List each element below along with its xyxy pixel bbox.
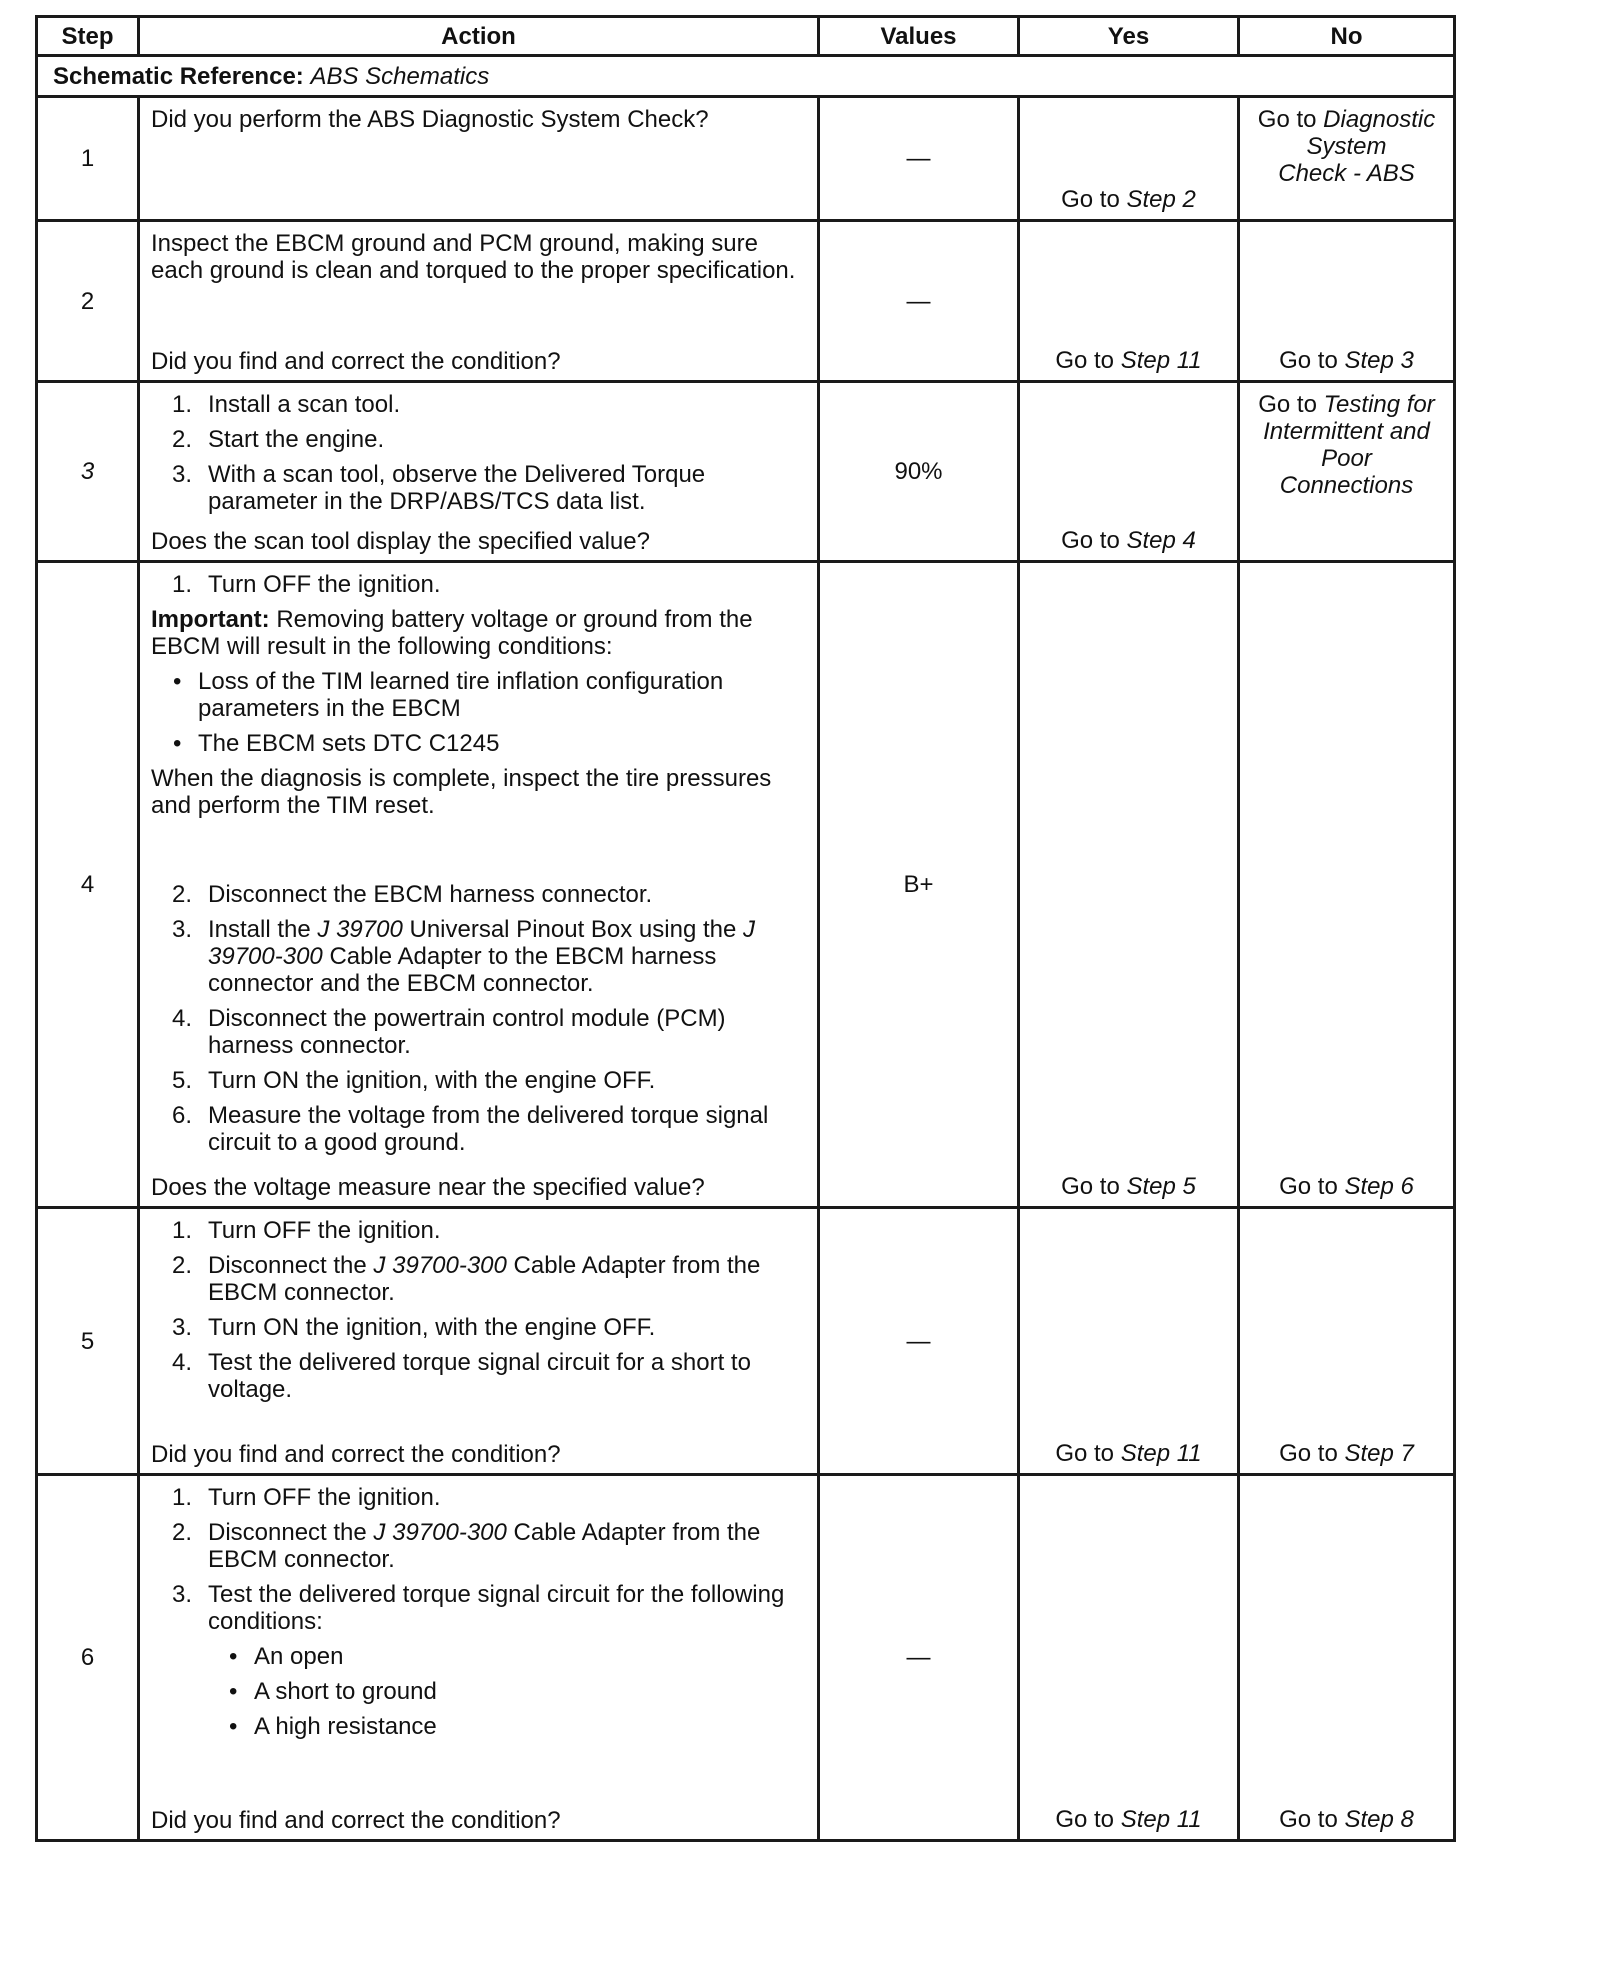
- action-step: 2. Disconnect the J 39700-300 Cable Adapter from the EBCM connector.: [172, 1252, 761, 1306]
- table-row: [37, 1208, 1455, 1475]
- action-step: 2. Disconnect the J 39700-300 Cable Adapter from the EBCM connector.: [172, 1519, 761, 1573]
- action-step: 2. Start the engine.: [172, 426, 385, 453]
- value-cell: —: [819, 97, 1019, 221]
- tool-name: J 39700-300: [373, 1519, 507, 1546]
- yes-link: Step 11: [1120, 1440, 1202, 1467]
- yes-cell: Go to Step 2: [1019, 97, 1239, 221]
- action-cell: [139, 562, 819, 1208]
- bullet-item: • An open: [229, 1643, 344, 1670]
- schematic-reference-row: [37, 56, 1455, 97]
- table-row: [37, 1475, 1455, 1841]
- action-step: 2. Disconnect the EBCM harness connector.: [172, 881, 653, 908]
- yes-link: Step 11: [1120, 347, 1202, 374]
- bullet-item: • A high resistance: [229, 1713, 437, 1740]
- action-step: 6. Measure the voltage from the delivered torque signal circuit to a good ground.: [172, 1102, 769, 1156]
- no-link: Diagnostic: [1323, 106, 1436, 133]
- header-row: [37, 17, 1455, 56]
- yes-cell: Go to Step 11: [1019, 221, 1239, 382]
- step-number: 5: [37, 1208, 139, 1475]
- bullet-item: • The EBCM sets DTC C1245: [173, 730, 500, 757]
- value-cell: B+: [819, 562, 1019, 1208]
- action-step: 1. Turn OFF the ignition.: [172, 571, 441, 598]
- action-step: 3. With a scan tool, observe the Delivered Torque parameter in the DRP/ABS/TCS data list.: [172, 461, 706, 515]
- action-question: Does the voltage measure near the specified value?: [151, 1174, 705, 1201]
- action-cell: [139, 382, 819, 562]
- no-link: Step 7: [1344, 1440, 1414, 1467]
- header-yes: Yes: [1019, 17, 1239, 56]
- action-step: 1. Install a scan tool.: [172, 391, 401, 418]
- step-number: 3: [37, 382, 139, 562]
- tool-name: J 39700: [317, 916, 403, 943]
- no-link: Testing for: [1323, 391, 1435, 418]
- value-cell: 90%: [819, 382, 1019, 562]
- action-cell: [139, 97, 819, 221]
- schematic-label: Schematic Reference:: [53, 62, 304, 90]
- action-question: Did you find and correct the condition?: [151, 348, 561, 375]
- yes-link: Step 11: [1120, 1806, 1202, 1833]
- tool-name: J 39700-300: [373, 1252, 507, 1279]
- value-cell: —: [819, 1208, 1019, 1475]
- header-action: Action: [139, 17, 819, 56]
- yes-link: Step 5: [1126, 1173, 1196, 1200]
- no-link: Step 8: [1344, 1806, 1414, 1833]
- yes-link: Step 4: [1126, 527, 1196, 554]
- action-question: Did you perform the ABS Diagnostic System Check?: [151, 106, 709, 133]
- action-step: 3. Install the J 39700 Universal Pinout Box using the J 39700-300 Cable Adapter to the EBCM harness connector and the EBCM connector.: [172, 916, 755, 997]
- diagnostic-table: [35, 15, 1456, 1842]
- value-cell: —: [819, 221, 1019, 382]
- action-step: 3. Test the delivered torque signal circuit for the following conditions:: [172, 1581, 785, 1635]
- table-row: [37, 97, 1455, 221]
- yes-cell: Go to Step 4: [1019, 382, 1239, 562]
- bullet-item: • Loss of the TIM learned tire inflation configuration parameters in the EBCM: [173, 668, 724, 722]
- action-step: 5. Turn ON the ignition, with the engine OFF.: [172, 1067, 656, 1094]
- table-row: [37, 562, 1455, 1208]
- no-link: Step 6: [1344, 1173, 1414, 1200]
- action-step: 4. Disconnect the powertrain control module (PCM) harness connector.: [172, 1005, 726, 1059]
- action-question: Does the scan tool display the specified value?: [151, 528, 650, 555]
- header-step: Step: [37, 17, 139, 56]
- step-number: 1: [37, 97, 139, 221]
- table-row: [37, 382, 1455, 562]
- action-cell: [139, 1208, 819, 1475]
- action-question: Did you find and correct the condition?: [151, 1807, 561, 1834]
- action-step: 1. Turn OFF the ignition.: [172, 1217, 441, 1244]
- yes-cell: Go to Step 5: [1019, 562, 1239, 1208]
- yes-cell: Go to Step 11: [1019, 1475, 1239, 1841]
- no-cell: Go to Step 6: [1239, 562, 1455, 1208]
- tool-name: J 39700-300: [208, 916, 755, 970]
- yes-link: Step 2: [1126, 186, 1196, 213]
- no-cell: Go to Diagnostic System Check - ABS: [1239, 97, 1455, 221]
- action-step: 3. Turn ON the ignition, with the engine OFF.: [172, 1314, 656, 1341]
- action-step: 4. Test the delivered torque signal circuit for a short to voltage.: [172, 1349, 751, 1403]
- note-text: When the diagnosis is complete, inspect the tire pressures and perform the TIM reset.: [151, 765, 772, 819]
- table-row: [37, 221, 1455, 382]
- action-text: Inspect the EBCM ground and PCM ground, making sure each ground is clean and torqued to the proper specification.: [151, 230, 796, 284]
- no-cell: Go to Step 7: [1239, 1208, 1455, 1475]
- step-number: 4: [37, 562, 139, 1208]
- action-cell: [139, 1475, 819, 1841]
- no-cell: Go to Step 3: [1239, 221, 1455, 382]
- important-note: Important: Removing battery voltage or ground from the EBCM will result in the following conditions:: [151, 606, 753, 660]
- header-values: Values: [819, 17, 1019, 56]
- action-step: 1. Turn OFF the ignition.: [172, 1484, 441, 1511]
- action-question: Did you find and correct the condition?: [151, 1441, 561, 1468]
- no-cell: Go to Step 8: [1239, 1475, 1455, 1841]
- schematic-reference: [37, 56, 1455, 97]
- step-number: 6: [37, 1475, 139, 1841]
- schematic-link: ABS Schematics: [310, 62, 490, 90]
- action-cell: [139, 221, 819, 382]
- bullet-item: • A short to ground: [229, 1678, 437, 1705]
- value-cell: —: [819, 1475, 1019, 1841]
- yes-cell: Go to Step 11: [1019, 1208, 1239, 1475]
- no-link: Step 3: [1344, 347, 1414, 374]
- no-cell: Go to Testing for Intermittent and Poor Connections: [1239, 382, 1455, 562]
- step-number: 2: [37, 221, 139, 382]
- header-no: No: [1239, 17, 1455, 56]
